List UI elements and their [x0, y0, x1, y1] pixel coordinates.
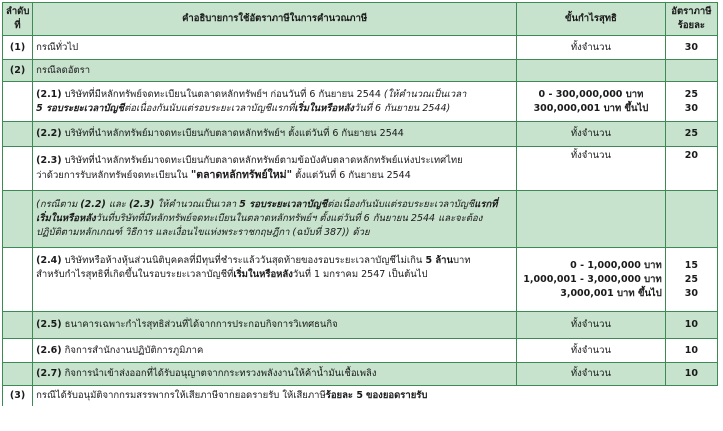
note-text: (กรณีตาม	[36, 199, 78, 210]
row-number	[3, 191, 33, 248]
table-row	[3, 147, 718, 191]
row-rate: 10	[665, 312, 717, 339]
row-description	[33, 363, 517, 386]
desc-text: ตั้งแต่วันที่ 6 กันยายน 2544	[295, 170, 411, 181]
rate-value: 30	[684, 102, 698, 114]
desc-bold: 5 ล้าน	[425, 255, 454, 266]
desc-bold: "ตลาดหลักทรัพย์ใหม่"	[190, 169, 293, 181]
row-number	[3, 147, 33, 191]
row-description	[33, 248, 517, 312]
row-number	[3, 339, 33, 363]
row-income: ทั้งจำนวน	[517, 147, 666, 191]
row-number	[3, 363, 33, 386]
tax-rate-table	[2, 2, 718, 406]
desc-text: บริษัทที่นำหลักทรัพย์มาจดทะเบียนกับตลาดหลักทรัพย์ฯ ตั้งแต่วันที่ 6 กันยายน 2544	[64, 128, 404, 139]
row-income	[517, 82, 666, 122]
header-income: ขั้นกำไรสุทธิ	[517, 3, 666, 36]
desc-bold: 5 รอบระยะเวลาบัญชี	[36, 102, 125, 114]
note-text: ปฏิบัติตามหลักเกณฑ์ วิธีการ และเงื่อนไขแห่งพระราชกฤษฎีกา (ฉบับที่ 387)) ด้วย	[36, 227, 370, 238]
sub-number: (2.5)	[36, 319, 62, 330]
desc-text: กรณีได้รับอนุมัติจากกรมสรรพากรให้เสียภาษีจากยอดรายรับ ให้เสียภาษี	[36, 389, 326, 401]
row-number	[3, 248, 33, 312]
table-header-row	[3, 3, 718, 36]
row-number: (2)	[3, 60, 33, 82]
income-bracket: 1,000,001 - 3,000,000 บาท	[523, 273, 662, 285]
row-description	[33, 147, 517, 191]
sub-number: (2.2)	[36, 128, 62, 139]
header-rate: อัตราภาษีร้อยละ	[665, 3, 717, 36]
row-rate: 30	[665, 36, 717, 60]
row-rate: 10	[665, 339, 717, 363]
desc-text: ธนาคารเฉพาะกำไรสุทธิส่วนที่ได้จากการประกอบกิจการวิเทศธนกิจ	[64, 319, 338, 330]
note-bold: (2.2)	[80, 199, 106, 210]
row-rate	[665, 191, 717, 248]
income-bracket: 300,000,001 บาท ขึ้นไป	[533, 102, 649, 114]
row-rate: 20	[665, 147, 717, 191]
rate-value: 15	[684, 259, 698, 271]
table-row	[3, 312, 718, 339]
note-text: ต่อเนื่องกันนับแต่รอบระยะเวลาบัญชี	[327, 199, 475, 210]
row-description: กรณีลดอัตรา	[33, 60, 517, 82]
desc-bold: ร้อยละ 5	[325, 389, 363, 401]
income-bracket: 3,000,001 บาท ขึ้นไป	[560, 287, 662, 299]
rate-value: 25	[684, 88, 698, 100]
desc-text: กิจการนำเข้าส่งออกที่ได้รับอนุญาตจากกระทรวงพลังงานให้ค้าน้ำมันเชื้อเพลิง	[64, 368, 377, 379]
row-rate: 25	[665, 122, 717, 147]
note-bold: เริ่มในหรือหลัง	[36, 213, 96, 224]
desc-bold: เริ่มในหรือหลัง	[233, 269, 293, 280]
desc-bold: เริ่มในหรือหลัง	[294, 102, 354, 114]
desc-bold: ของยอดรายรับ	[365, 389, 428, 401]
row-income: ทั้งจำนวน	[517, 122, 666, 147]
desc-text: บาท	[453, 255, 471, 266]
income-bracket: 0 - 300,000,000 บาท	[538, 88, 644, 100]
table-row	[3, 36, 718, 60]
row-number	[3, 312, 33, 339]
desc-note: (ให้คำนวณเป็นเวลา	[383, 88, 467, 100]
row-income: ทั้งจำนวน	[517, 339, 666, 363]
row-number	[3, 122, 33, 147]
desc-text: สำหรับกำไรสุทธิที่เกิดขึ้นในรอบระยะเวลาบัญชีที่	[36, 269, 234, 280]
note-bold: (2.3)	[128, 199, 155, 210]
row-description	[33, 339, 517, 363]
row-description	[33, 312, 517, 339]
desc-text: บริษัทหรือห้างหุ้นส่วนนิติบุคคลที่มีทุนที่ชำระแล้ววันสุดท้ายของรอบระยะเวลาบัญชีไม่เกิน	[64, 255, 423, 266]
sub-number: (2.7)	[36, 368, 62, 379]
sub-number: (2.6)	[36, 344, 62, 356]
rate-value: 30	[684, 287, 698, 299]
header-description: คำอธิบายการใช้อัตราภาษีในการคำนวณภาษี	[33, 3, 517, 36]
row-rate: 10	[665, 363, 717, 386]
table-row	[3, 363, 718, 386]
table-row-note	[3, 191, 718, 248]
desc-text: วันที่ 6 กันยายน 2544)	[353, 102, 451, 114]
row-income: ทั้งจำนวน	[517, 312, 666, 339]
row-number: (1)	[3, 36, 33, 60]
row-description: กรณีทั่วไป	[33, 36, 517, 60]
income-bracket: 0 - 1,000,000 บาท	[570, 259, 662, 271]
row-description	[33, 122, 517, 147]
note-text: วันที่บริษัทที่มีหลักทรัพย์จดทะเบียนในตลาดหลักทรัพย์ฯ ตั้งแต่วันที่ 6 กันยายน 2544 และจะต้อง	[95, 213, 483, 224]
row-description	[33, 386, 718, 406]
header-no: ลำดับที่	[3, 3, 33, 36]
row-rate	[665, 248, 717, 312]
row-income	[517, 60, 666, 82]
desc-text: ว่าด้วยการรับหลักทรัพย์จดทะเบียนใน	[36, 170, 188, 181]
row-number: (3)	[3, 386, 33, 406]
sub-number: (2.1)	[36, 88, 62, 100]
table-row	[3, 339, 718, 363]
note-bold: แรกที่	[474, 199, 498, 210]
row-rate	[665, 82, 717, 122]
row-income	[517, 191, 666, 248]
row-income: ทั้งจำนวน	[517, 363, 666, 386]
row-income: ทั้งจำนวน	[517, 36, 666, 60]
sub-number: (2.3)	[36, 155, 62, 166]
table-row	[3, 248, 718, 312]
sub-number: (2.4)	[36, 255, 62, 266]
row-income	[517, 248, 666, 312]
rate-value: 25	[684, 273, 698, 285]
desc-text: วันที่ 1 มกราคม 2547 เป็นต้นไป	[292, 269, 428, 280]
table-row	[3, 60, 718, 82]
table-row	[3, 386, 718, 406]
row-number	[3, 82, 33, 122]
table-row	[3, 82, 718, 122]
desc-text: บริษัทที่มีหลักทรัพย์จดทะเบียนในตลาดหลักทรัพย์ฯ ก่อนวันที่ 6 กันยายน 2544	[64, 88, 381, 100]
table-row	[3, 122, 718, 147]
note-bold: 5 รอบระยะเวลาบัญชี	[239, 199, 328, 210]
row-rate	[665, 60, 717, 82]
desc-text: กิจการสำนักงานปฏิบัติการภูมิภาค	[64, 344, 204, 356]
desc-text: ต่อเนื่องกันนับแต่รอบระยะเวลาบัญชีแรกที่	[124, 102, 295, 114]
note-text: ให้คำนวณเป็นเวลา	[157, 199, 237, 210]
desc-text: บริษัทที่นำหลักทรัพย์มาจดทะเบียนกับตลาดหลักทรัพย์ตามข้อบังคับตลาดหลักทรัพย์แห่งประเทศไทย	[64, 155, 463, 166]
note-text: และ	[108, 199, 126, 210]
row-description	[33, 191, 517, 248]
row-description	[33, 82, 517, 122]
